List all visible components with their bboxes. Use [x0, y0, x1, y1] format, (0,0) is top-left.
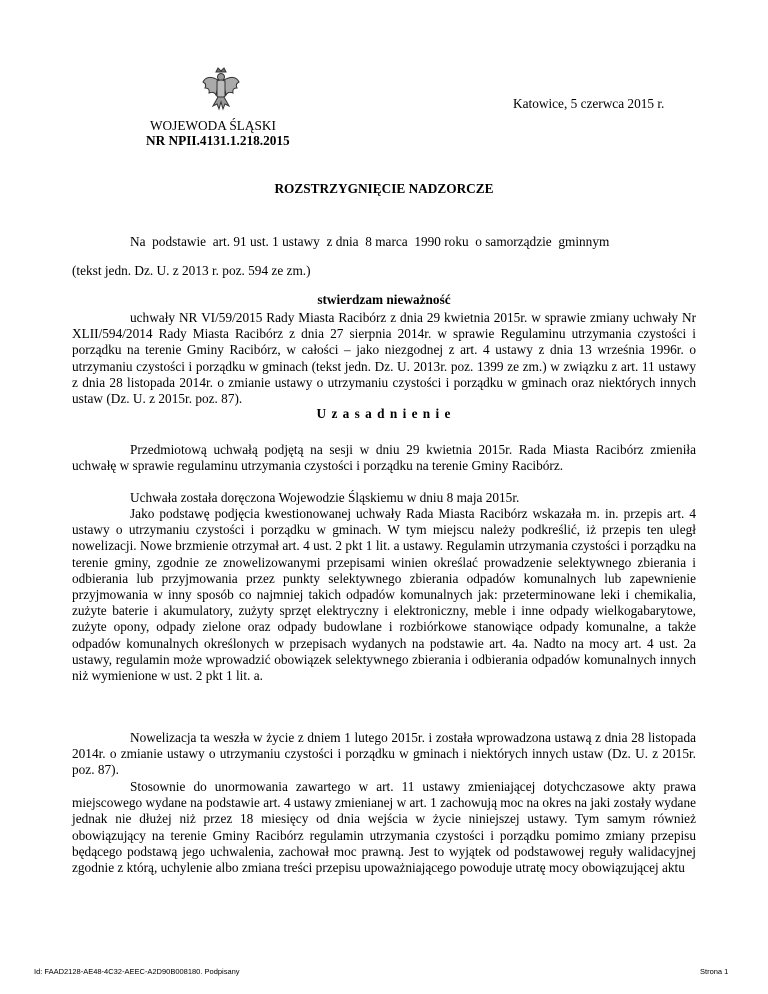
case-number: NR NPII.4131.1.218.2015 [146, 133, 290, 148]
paragraph-2: Uchwała została doręczona Wojewodzie Śląskiemu w dniu 8 maja 2015r. [130, 490, 520, 505]
paragraph-5: Stosownie do unormowania zawartego w art. 11 ustawy zmieniającej dotychczasowe akty prawa miejscowego wydane na podstawie art. 4 ustawy zmienianej w art. 1 zachowują moc na okres na jaki zostały wydane jednak nie dłużej niż przez 18 miesięcy od dnia wejścia w życie niniejszej ustawy. Tym samym również obowiązujący na terenie Gminy Racibórz regulamin utrzymania czystości i porządku pomimo zmiany przepisu będącego podstawą jego uchwalenia, zachował moc prawną. Jest to wyjątek od podstawowej reguły walidacyjnej zgodnie z którą, uchylenie albo zmiana treści przepisu upoważniającego powoduje utratę mocy obowiązującej aktu [72, 779, 697, 876]
paragraph-1: Przedmiotową uchwałą podjętą na sesji w dniu 29 kwietnia 2015r. Rada Miasta Racibórz zmieniła uchwałę w sprawie regulaminu utrzymania czystości i porządku na terenie Gminy Racibórz. [72, 442, 696, 474]
document-id-footer: Id: FAAD2128-AE48-4C32-AEEC-A2D90B008180. Podpisany [34, 967, 240, 976]
justification-heading: U z a s a d n i e n i e [316, 406, 452, 421]
page-number-footer: Strona 1 [700, 967, 729, 976]
legal-basis-line1: Na podstawie art. 91 ust. 1 ustawy z dnia 8 marca 1990 roku o samorządzie gminnym [130, 234, 610, 249]
decision-heading: stwierdzam nieważność [317, 292, 451, 307]
paragraph-3: Jako podstawę podjęcia kwestionowanej uchwały Rada Miasta Racibórz wskazała m. in. przepis art. 4 ustawy o utrzymaniu czystości i porządku w gminach. W tym miejscu należy podkreślić, iż przepis ten uległ nowelizacji. Nowe brzmienie otrzymał art. 4 ust. 2 pkt 1 lit. a ustawy. Regulamin utrzymania czystości i porządku na terenie gminy, zgodnie ze znowelizowanymi przepisami winien określać prowadzenie selektywnego zbierania i odbierania lub przyjmowania przez punkty selektywnego zbierania odpadów komunalnych lub zapewnienie przyjmowania w inny sposób co najmniej takich odpadów komunalnych jak: przeterminowane leki i chemikalia, zużyte baterie i akumulatory, zużyty sprzęt elektryczny i elektroniczny, meble i inne odpady wielkogabarytowe, zużyte opony, odpady zielone oraz odpady budowlane i rozbiórkowe stanowiące odpady komunalne, a także odpadów komunalnych określonych w przepisach wydanych na podstawie art. 4a. Nadto na mocy art. 4 ust. 2a ustawy, regulamin może wprowadzić obowiązek selektywnego zbierania i odbierania odpadów komunalnych innych niż wymienione w ust. 2 pkt 1 lit. a. [72, 506, 696, 684]
place-date: Katowice, 5 czerwca 2015 r. [513, 96, 665, 111]
document-title: ROZSTRZYGNIĘCIE NADZORCZE [274, 181, 494, 196]
decision-text: uchwały NR VI/59/2015 Rady Miasta Racibórz z dnia 29 kwietnia 2015r. w sprawie zmiany uchwały Nr XLII/594/2014 Rady Miasta Racibórz z dnia 27 sierpnia 2014r. w sprawie Regulaminu utrzymania czystości i porządku na terenie Gminy Racibórz, w całości – jako niezgodnej z art. 4 ustawy z dnia 13 września 1996r. o utrzymaniu czystości i porządku w gminach (tekst jedn. Dz. U. 2013r. poz. 1399 ze zm.) w związku z art. 11 ustawy z dnia 28 listopada 2014r. o zmianie ustawy o utrzymaniu czystości i porządku w gminach oraz niektórych innych ustaw (Dz. U. z 2015r. poz. 87). [72, 310, 696, 407]
eagle-emblem [201, 66, 241, 112]
legal-basis-line2: (tekst jedn. Dz. U. z 2013 r. poz. 594 ze zm.) [72, 263, 311, 278]
paragraph-4: Nowelizacja ta weszła w życie z dniem 1 lutego 2015r. i została wprowadzona ustawą z dnia 28 listopada 2014r. o zmianie ustawy o utrzymaniu czystości i porządku w gminach i niektórych innych ustaw (Dz. U. z 2015r. poz. 87). [72, 730, 696, 778]
issuer-name: WOJEWODA ŚLĄSKI [150, 118, 276, 133]
